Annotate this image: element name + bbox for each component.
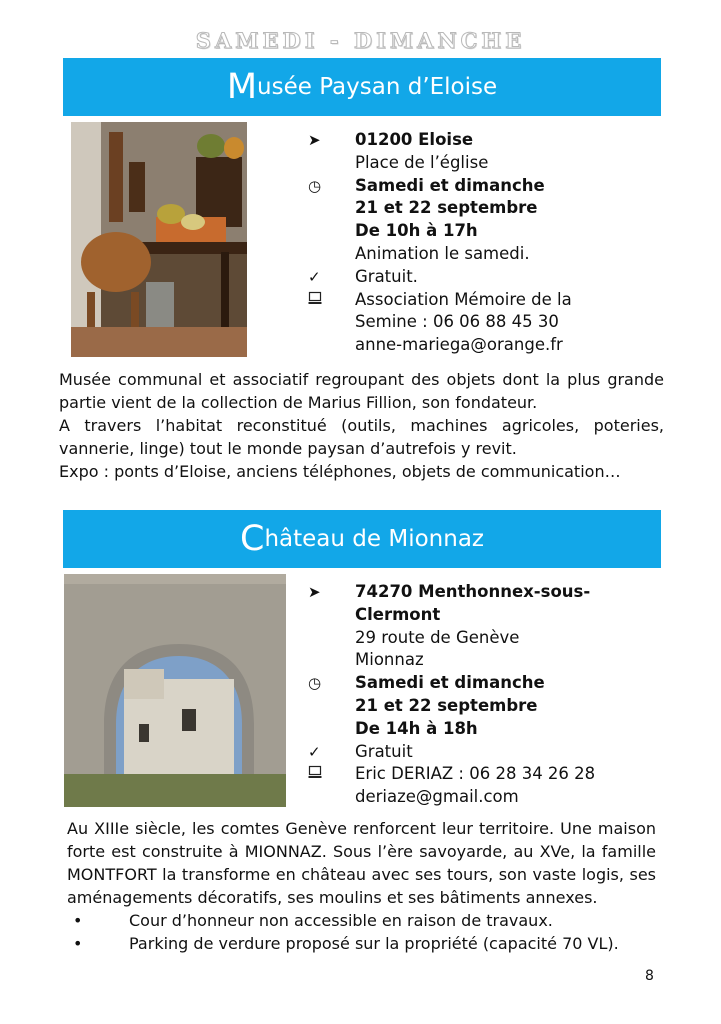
section1-animation-row [308,243,608,266]
section1-price-row [308,266,608,289]
page-header: SAMEDI - DIMANCHE [195,28,526,53]
section1-contact-line1: Association Mémoire de la [355,289,572,309]
section2-dates-row [308,695,608,718]
section1-email-row [308,334,608,357]
section1-contact-row [308,289,608,312]
clock-icon: ◷ [308,674,322,693]
section2-locality: Mionnaz [355,650,424,670]
section1-days: Samedi et dimanche [355,175,545,195]
section1-place-row [308,152,608,175]
spacer [308,604,355,627]
section1-animation: Animation le samedi. [355,243,530,263]
section2-address-line2: Clermont [355,604,441,624]
section1-description-p1: Musée communal et associatif regroupant des objets dont la plus grande partie vient de la collection de Marius Fillion, son fondateur. [59,370,664,412]
bullet-icon: • [73,934,83,953]
bullet-icon: • [73,911,83,930]
spacer [308,627,355,650]
section1-hours: De 10h à 17h [355,221,478,241]
spacer [308,152,355,175]
section2-email-row [308,786,608,809]
bullet-item [67,909,656,932]
section1-days-row [308,175,608,198]
section2-description-p1: Au XIIIe siècle, les comtes Genève renforcent leur territoire. Une maison forte est construite à MIONNAZ. Sous l’ère savoyarde, au XVe, la famille MONTFORT la transforme en château avec ses tours, son vaste logis, ses aménagements décoratifs, ses moulins et ses bâtiments annexes. [67,819,656,907]
section1-contact-row2 [308,311,608,334]
section1-dates-row [308,197,608,220]
section1-title-initial: M [226,66,258,107]
arrow-icon: ➤ [308,583,321,601]
page-number: 8 [645,968,654,984]
spacer [308,243,355,266]
section1-dates: 21 et 22 septembre [355,198,538,218]
section2-locality-row [308,649,608,672]
section2-hours: De 14h à 18h [355,718,478,738]
section2-contact-row [308,763,608,786]
section2-address-row2 [308,604,608,627]
computer-icon [308,763,355,786]
section2-email[interactable]: deriaze@gmail.com [355,787,519,807]
section2-hours-row [308,718,608,741]
section2-street-row [308,627,608,650]
check-icon: ✓ [308,267,321,286]
spacer [308,649,355,672]
section2-title-banner [63,510,661,568]
section2-days: Samedi et dimanche [355,673,545,693]
section1-address: 01200 Eloise [355,130,474,149]
bullet-item [67,932,656,955]
computer-icon [308,289,355,312]
clock-icon: ◷ [308,176,322,195]
section1-info-list [308,129,608,357]
section2-price: Gratuit [355,741,413,761]
spacer [308,220,355,243]
section2-street: 29 route de Genève [355,627,520,647]
section2-price-row [308,741,608,764]
section1-title-banner [63,58,661,116]
section2-description [67,817,656,955]
section2-title-initial: C [240,518,265,559]
section2-title-rest: hâteau de Mionnaz [264,526,484,552]
section2-address-line1: 74270 Menthonnex-sous- [355,582,591,601]
spacer [308,718,355,741]
section1-description-p2: A travers l’habitat reconstitué (outils, machines agricoles, poteries, vannerie, linge) tout le monde paysan d’autrefois y revit. [59,416,664,458]
chateau-photo [64,574,286,807]
section1-description-p3: Expo : ponts d’Eloise, anciens téléphones, objets de communication… [59,462,621,481]
section1-hours-row [308,220,608,243]
spacer [308,334,355,357]
section1-description [59,368,664,483]
section1-contact-line2: Semine : 06 06 88 45 30 [355,312,559,332]
section2-dates: 21 et 22 septembre [355,695,538,715]
section2-days-row [308,672,608,695]
museum-interior-photo [71,122,247,357]
arrow-icon: ➤ [308,131,321,149]
section2-address-row [308,581,608,604]
section1-address-row [308,129,608,152]
section1-email[interactable]: anne-mariega@orange.fr [355,335,563,355]
check-icon: ✓ [308,742,321,761]
spacer [308,695,355,718]
section1-title-rest: usée Paysan d’Eloise [257,74,498,100]
spacer [308,311,355,334]
spacer [308,786,355,809]
section2-info-list [308,581,608,809]
section1-price: Gratuit. [355,266,418,286]
bullet-text-2: Parking de verdure proposé sur la propriété (capacité 70 VL). [129,934,619,953]
section2-contact: Eric DERIAZ : 06 28 34 26 28 [355,764,596,784]
section1-place: Place de l’église [355,152,489,172]
bullet-text-1: Cour d’honneur non accessible en raison de travaux. [129,911,553,930]
spacer [308,197,355,220]
